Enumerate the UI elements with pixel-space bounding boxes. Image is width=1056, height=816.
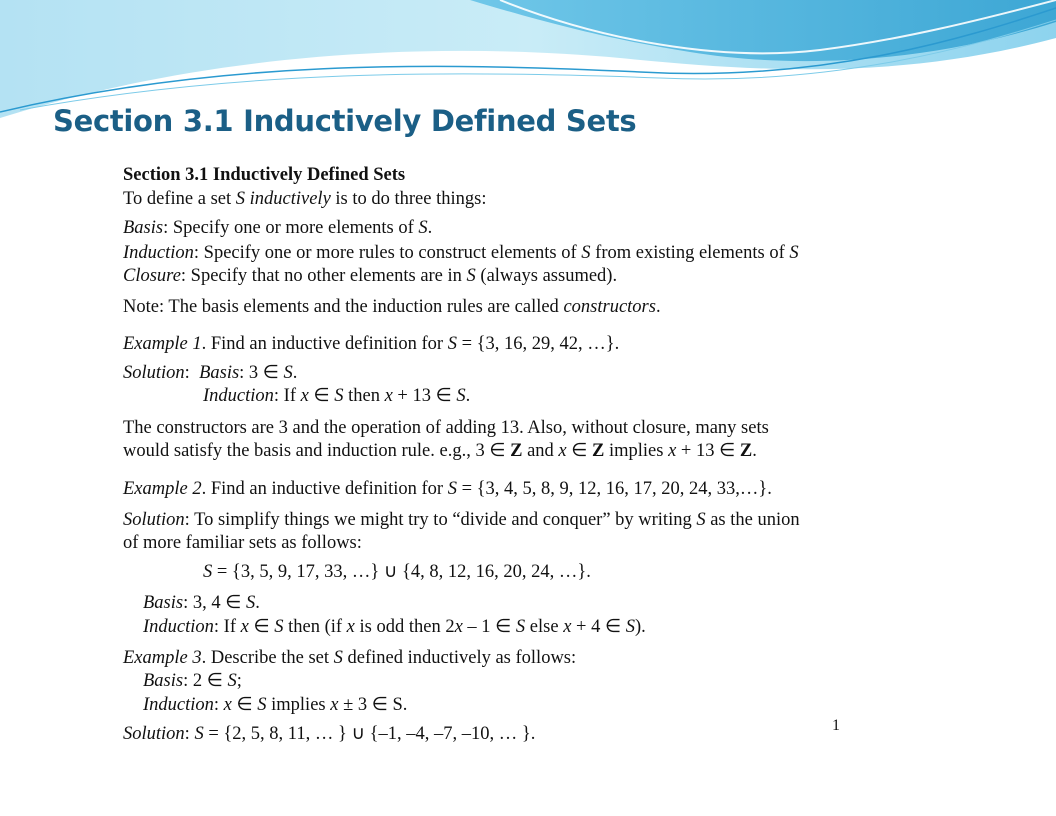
example-2-solution-line1: Solution: To simplify things we might try to “divide and conquer” by writing S as the union xyxy=(123,510,800,530)
example-1-comment-line2: would satisfy the basis and induction rule. e.g., 3 ∈ Z and x ∈ Z implies x + 13 ∈ Z. xyxy=(123,441,757,461)
doc-basis-def: Basis: Specify one or more elements of S. xyxy=(123,218,433,238)
scanned-document xyxy=(121,162,863,744)
doc-induction-def: Induction: Specify one or more rules to construct elements of S from existing elements of S xyxy=(123,243,799,263)
doc-heading: Section 3.1 Inductively Defined Sets xyxy=(123,165,406,185)
example-3-solution: Solution: S = {2, 5, 8, 11, … } ∪ {–1, –4, –7, –10, … }. xyxy=(123,724,536,744)
example-1-question: Example 1. Find an inductive definition for S = {3, 16, 29, 42, …}. xyxy=(123,334,620,354)
page-number: 1 xyxy=(832,717,840,734)
example-2-induction: Induction: If x ∈ S then (if x is odd then 2x – 1 ∈ S else x + 4 ∈ S). xyxy=(143,617,646,637)
doc-note: Note: The basis elements and the induction rules are called constructors. xyxy=(123,297,661,317)
slide-title: Section 3.1 Inductively Defined Sets xyxy=(53,104,637,138)
example-2-question: Example 2. Find an inductive definition for S = {3, 4, 5, 8, 9, 12, 16, 17, 20, 24, 33,…}. xyxy=(123,479,772,499)
example-1-solution-basis: Solution: Basis: 3 ∈ S. xyxy=(123,363,298,383)
example-2-solution-line2: of more familiar sets as follows: xyxy=(123,533,362,553)
example-1-solution-induction: Induction: If x ∈ S then x + 13 ∈ S. xyxy=(203,386,471,406)
example-2-basis: Basis: 3, 4 ∈ S. xyxy=(143,593,260,613)
example-3-induction: Induction: x ∈ S implies x ± 3 ∈ S. xyxy=(143,695,408,715)
example-1-comment-line1: The constructors are 3 and the operation of adding 13. Also, without closure, many sets xyxy=(123,418,769,438)
example-2-union: S = {3, 5, 9, 17, 33, …} ∪ {4, 8, 12, 16, 20, 24, …}. xyxy=(203,562,591,582)
example-3-basis: Basis: 2 ∈ S; xyxy=(143,671,242,691)
example-3-question: Example 3. Describe the set S defined inductively as follows: xyxy=(123,648,577,668)
doc-intro: To define a set S inductively is to do three things: xyxy=(123,189,487,209)
doc-closure-def: Closure: Specify that no other elements are in S (always assumed). xyxy=(123,266,618,286)
